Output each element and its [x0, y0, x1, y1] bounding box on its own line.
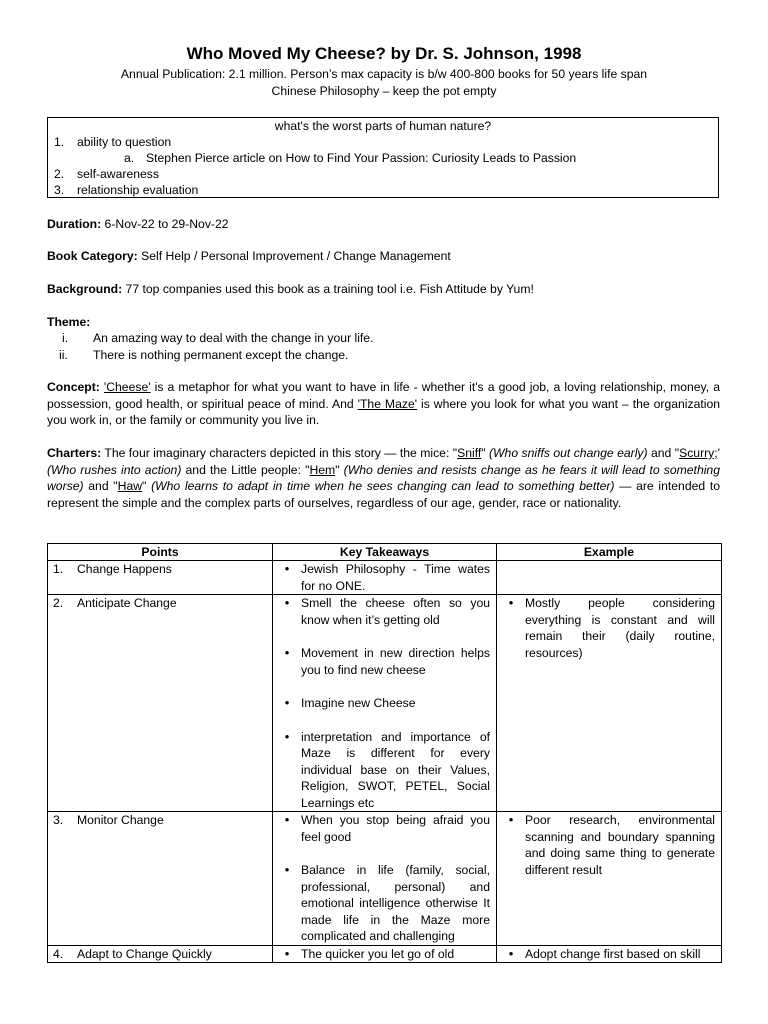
point-number: 1.: [53, 562, 64, 576]
question-number: 3.: [54, 183, 65, 197]
bullet-icon: •: [284, 645, 290, 660]
maze-term: 'The Maze': [357, 396, 418, 411]
duration-value: 6-Nov-22 to 29-Nov-22: [101, 217, 229, 231]
charters-text: ": [481, 446, 489, 460]
charters-text: and the Little people: ": [181, 462, 310, 477]
hem-description: (Who denies and resists change as he fears it will lead to something worse): [47, 462, 720, 493]
column-header-key-takeaways: Key Takeaways: [273, 544, 497, 561]
table-row: [48, 561, 722, 595]
bullet-icon: •: [508, 812, 514, 827]
point-label: Monitor Change: [77, 813, 164, 827]
takeaways-cell: [273, 561, 497, 595]
theme-label: Theme:: [47, 315, 91, 329]
hem-name: Hem: [309, 462, 336, 477]
example-text: Adopt change first based on skill: [525, 946, 701, 961]
example-text: Mostly people considering everything is constant and will remain their (daily routine, resources): [525, 596, 715, 660]
takeaways-cell: [273, 812, 497, 946]
category-label: Book Category:: [47, 249, 138, 263]
point-label: Adapt to Change Quickly: [77, 946, 212, 961]
takeaway-text: Balance in life (family, social, professional, personal) and emotional intelligence otherwise It made life in the Maze more complicated and challenging: [301, 863, 490, 943]
question-number: 1.: [54, 135, 65, 149]
background-value: 77 top companies used this book as a training tool i.e. Fish Attitude by Yum!: [122, 282, 534, 296]
theme-item: An amazing way to deal with the change in your life.: [93, 331, 374, 345]
duration-line: [47, 216, 720, 233]
charters-text: and ": [83, 479, 118, 493]
questions-box: [47, 117, 719, 198]
bullet-icon: •: [508, 595, 514, 610]
column-header-example: Example: [497, 544, 722, 561]
charters-text: and ": [647, 446, 680, 460]
table-row: [48, 812, 722, 946]
theme-label-line: [47, 314, 720, 331]
point-number: 3.: [53, 813, 64, 827]
charters-text: ': [717, 446, 720, 460]
example-cell: [497, 595, 722, 812]
table-header-row: [48, 544, 722, 561]
scurry-description: (Who rushes into action): [47, 462, 182, 477]
takeaway-text: Movement in new direction helps you to find new cheese: [301, 646, 490, 677]
takeaway-text: The quicker you let go of old: [301, 946, 455, 961]
point-label: Anticipate Change: [77, 596, 177, 610]
charters-paragraph: [47, 445, 720, 511]
question-number: 2.: [54, 167, 65, 181]
table-row: [48, 595, 722, 812]
point-cell: [48, 812, 273, 946]
bullet-icon: •: [284, 728, 290, 744]
scurry-name: Scurry;: [679, 446, 718, 460]
takeaways-cell: [273, 595, 497, 812]
concept-paragraph: [47, 379, 720, 429]
bullet-icon: •: [284, 595, 290, 610]
table-row: [48, 945, 722, 963]
takeaways-cell: [273, 945, 497, 963]
takeaway-text: Jewish Philosophy - Time wates for no ONE.: [301, 562, 490, 593]
bullet-icon: •: [284, 561, 290, 576]
haw-description: (Who learns to adapt in time when he sees changing can lead to something better): [151, 479, 615, 493]
question-item: relationship evaluation: [77, 183, 199, 197]
charters-text: The four imaginary characters depicted in this story — the mice: ": [101, 446, 458, 460]
theme-numeral: ii.: [59, 348, 68, 362]
page-title: Who Moved My Cheese? by Dr. S. Johnson, 1998: [186, 44, 582, 63]
charters-text: — are intended to represent the simple and the complex parts of ourselves, regardless of our age, gender, race or nationality.: [47, 479, 721, 510]
bullet-icon: •: [284, 945, 290, 961]
takeaway-text: When you stop being afraid you feel good: [301, 813, 490, 844]
sniff-description: (Who sniffs out change early): [488, 446, 648, 460]
cheese-term: 'Cheese': [103, 380, 151, 394]
bullet-icon: •: [284, 695, 290, 710]
duration-label: Duration:: [47, 217, 102, 231]
takeaway-text: Imagine new Cheese: [301, 696, 416, 710]
charters-text: ": [335, 462, 344, 477]
example-cell: [497, 945, 722, 963]
category-line: [47, 248, 720, 265]
philosophy-note: Chinese Philosophy – keep the pot empty: [271, 84, 497, 98]
bullet-icon: •: [284, 862, 290, 877]
takeaway-text: Smell the cheese often so you know when it’s getting old: [301, 596, 490, 627]
sub-item: Stephen Pierce article on How to Find Your Passion: Curiosity Leads to Passion: [146, 151, 577, 165]
bullet-icon: •: [284, 812, 290, 827]
column-header-points: Points: [48, 544, 273, 561]
question-item: ability to question: [77, 135, 172, 149]
concept-text: is a metaphor for what you want to have in life - whether it's a good job, a loving relationship, money, a possession, good health, or spiritual peace of mind. And: [47, 380, 720, 411]
sub-item-letter: a.: [124, 151, 135, 165]
point-number: 2.: [53, 596, 64, 610]
charters-text: ": [142, 479, 152, 493]
takeaway-text: interpretation and importance of Maze is different for every individual base on their Values, Religion, SWOT, PETEL, Social Learnings etc: [301, 729, 490, 810]
theme-numeral: i.: [62, 331, 69, 345]
point-cell: [48, 595, 273, 812]
sniff-name: Sniff: [457, 446, 482, 460]
point-cell: [48, 561, 273, 595]
takeaways-table: [47, 543, 722, 963]
question-item: self-awareness: [77, 167, 159, 181]
bullet-icon: •: [508, 945, 514, 961]
questions-heading: what's the worst parts of human nature?: [274, 119, 492, 133]
point-number: 4.: [53, 946, 64, 961]
background-label: Background:: [47, 282, 123, 296]
concept-label: Concept:: [47, 380, 100, 394]
concept-text: is where you look for what you want – the organization you work in, or the family or community you live in.: [47, 396, 721, 427]
example-text: Poor research, environmental scanning and boundary spanning and doing same thing to generate different result: [525, 813, 715, 877]
point-cell: [48, 945, 273, 963]
example-cell: [497, 561, 722, 595]
background-line: [47, 281, 720, 298]
example-cell: [497, 812, 722, 946]
category-value: Self Help / Personal Improvement / Change Management: [137, 249, 451, 263]
haw-name: Haw: [117, 479, 143, 493]
publication-note: Annual Publication: 2.1 million. Person’s max capacity is b/w 400-800 books for 50 years life span: [120, 67, 648, 81]
point-label: Change Happens: [77, 562, 172, 576]
charters-label: Charters:: [47, 446, 102, 460]
theme-item: There is nothing permanent except the change.: [93, 348, 349, 362]
